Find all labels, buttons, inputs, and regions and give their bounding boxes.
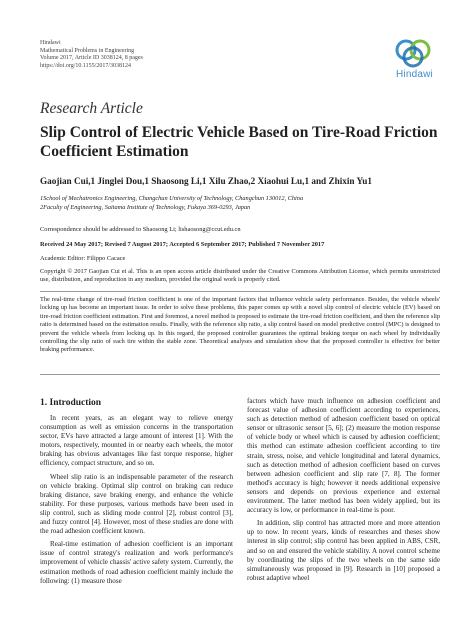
journal-name: Mathematical Problems in Engineering — [40, 47, 135, 54]
copyright-notice: Copyright © 2017 Gaojian Cui et al. This is an open access article distributed under the Creative Commons Attribution License, which permits unrestricted use, distribution, and reproduction in any medium, provided the original work is properly cited. — [40, 268, 440, 284]
paragraph: factors which have much influence on adhesion coefficient and forecast value of adhesion coefficient according to experiences, such as detection method of adhesion coefficient based on optical sensor or ultrasonic sensor [5, 6]; (2) measure the motion response of vehicle body or wheel which is caused by adhesion coefficient; this method can estimate adhesion coefficient according to tire strain, stress, noise, and vehicle longitudinal and lateral dynamics, such as detection method of adhesion coefficient based on curves between adhesion coefficient and slip rate [7, 8]. The former method's accuracy is high; however it needs additional expensive sensors and depends on previous experience and external environment. The latter method has been widely applied, but its accuracy is low, or performance in real-time is poor. — [247, 397, 440, 515]
author-list: Gaojian Cui,1 Jinglei Dou,1 Shaosong Li,1 Xilu Zhao,2 Xiaohui Lu,1 and Zhixin Yu1 — [40, 176, 372, 186]
academic-editor: Academic Editor: Filippo Cacace — [40, 255, 126, 262]
volume-info: Volume 2017, Article ID 3038124, 8 pages — [40, 55, 143, 62]
hindawi-logo-icon — [392, 38, 434, 68]
abstract: The real-time change of tire-road friction coefficient is one of the important factors that influence vehicle safety performance. Besides, the vehicle wheels' locking up has become an important issue. In order to solve these problems, this paper comes up with a novel slip control of electric vehicle (EV) based on tire-road friction coefficient estimation. First and foremost, a novel method is proposed to estimate the tire-road friction coefficient, and then the reference slip ratio is determined based on the estimation results. Finally, with the reference slip ratio, a slip control based on model predictive control (MPC) is designed to prevent the vehicle wheels from locking up. In this regard, the proposed controller guarantees the optimal braking torque on each wheel by individually controlling the slip ratio of each tire within the stable zone. Theoretical analyses and simulation show that the proposed controller is effective for better braking performance. — [40, 296, 440, 354]
paragraph: Real-time estimation of adhesion coefficient is an important issue of control strategy's realization and work performance's improvement of vehicle chassis' active safety system. Currently, the estimation methods of road adhesion coefficient mainly include the following: (1) measure those — [40, 540, 233, 585]
abstract-bottom-rule — [40, 374, 440, 375]
article-type: Research Article — [40, 100, 143, 117]
hindawi-logo-text: Hindawi — [396, 69, 433, 80]
doi-link[interactable]: https://doi.org/10.1155/2017/3038124 — [40, 62, 132, 69]
affiliations — [40, 194, 440, 212]
right-column — [247, 397, 440, 583]
correspondence: Correspondence should be addressed to Shaosong Li; lishaosong@ccut.edu.cn — [40, 226, 241, 233]
publication-dates: Received 24 May 2017; Revised 7 August 2017; Accepted 6 September 2017; Published 7 November 2017 — [40, 241, 325, 248]
paragraph: In recent years, as an elegant way to relieve energy consumption as well as emission concerns in the transportation sector, EVs have attracted a large amount of interest [1]. With the motors, respectively, mounted in or nearby each wheels, the motor braking has obvious advantages like fast torque response, higher efficiency, compact structure, and so on. — [40, 414, 233, 468]
journal-brand: Hindawi — [40, 40, 61, 46]
journal-header — [40, 40, 143, 70]
paper-title: Slip Control of Electric Vehicle Based on Tire-Road Friction Coefficient Estimation — [40, 124, 438, 160]
left-column — [40, 414, 233, 586]
affiliation-2: 2Faculty of Engineering, Saitama Institute of Technology, Fukaya 369-0293, Japan — [40, 204, 251, 211]
section-heading: 1. Introduction — [40, 398, 102, 408]
abstract-top-rule — [40, 291, 440, 292]
paragraph: Wheel slip ratio is an indispensable parameter of the research on vehicle braking. Optimal slip control on braking can reduce braking distance, save braking energy, and enhance the vehicle stability. For these purposes, various methods have been used in slip control, such as sliding mode control [2], robust control [3], and fuzzy control [4]. However, most of these studies are done with the road adhesion coefficient known. — [40, 472, 233, 536]
paragraph: In addition, slip control has attracted more and more attention up to now. In recent years, kinds of researches and theses show interest in slip control; slip control has been applied in ABS, CSR, and so on and ensured the vehicle stability. A novel control scheme by coordinating the slips of the two wheels on the same side simultaneously was proposed in [9]. Research in [10] proposed a robust adaptive wheel — [247, 519, 440, 582]
hindawi-logo — [392, 38, 442, 73]
affiliation-1: 1School of Mechatronics Engineering, Changchun University of Technology, Changchun 130012, China — [40, 195, 304, 202]
